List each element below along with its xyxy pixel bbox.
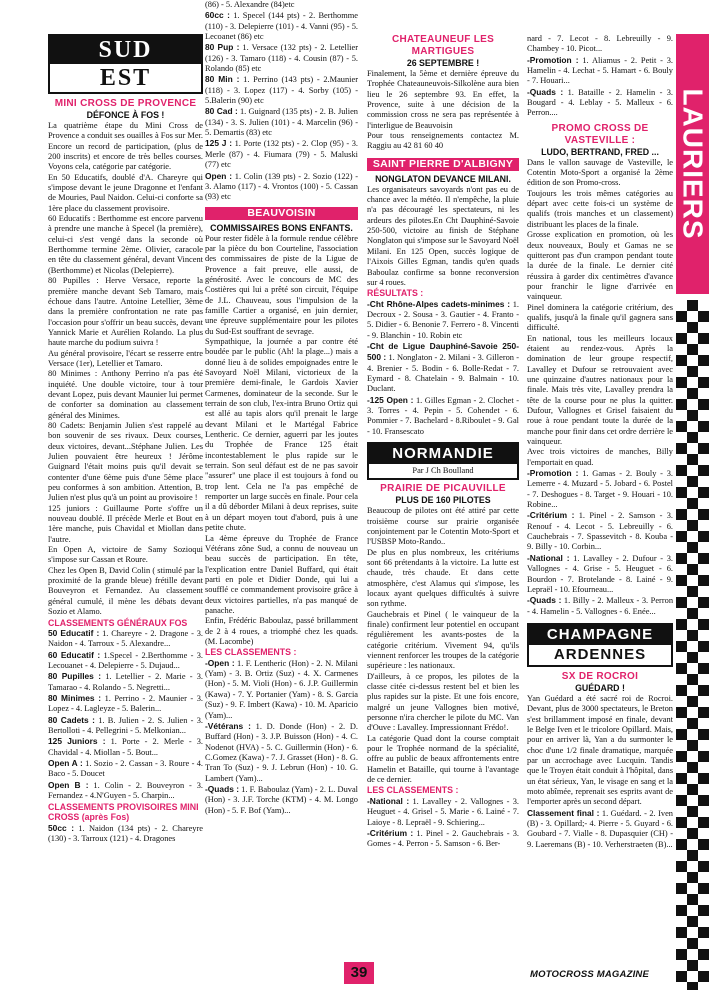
result-category: -National : xyxy=(367,795,410,806)
article-title: PRAIRIE DE PICAUVILLE xyxy=(380,483,506,495)
result-category: Open A : xyxy=(48,758,83,769)
result-values: 1. Gamas - 2. Bouly - 3. Lemerre - 4. Muzard - 5. Jobard - 6. Postel - 7. Deshogues - 8. Target - 9. Houari - 10. Robine... xyxy=(527,469,673,510)
result-values: 1. Nonglaton - 2. Milani - 3. Gilleron - 4. Brenier - 5. Bodin - 6. Bolle-Redat - 7. Eymard - 8. Chatelain - 9. Balmain - 10. Duclant. xyxy=(367,353,519,394)
paragraph: Chez les Open B, David Colin ( stimulé par la proximité de la grande bleue) frétille devant Bouveyron et Fernandez. Au classement général cumulé, il mène les débats devant Sozio et Alamo. xyxy=(48,565,203,617)
result-line xyxy=(527,55,673,87)
result-values: (86) - 5. Alexandre (84)etc xyxy=(205,0,295,9)
results-list xyxy=(367,299,519,437)
results-list xyxy=(527,468,673,617)
paragraph: 125 juniors : Guillaume Porte s'offre un nouveau doublé. Il précède Merle et Bout en 1ère manche, puis Chavidal et Miollan dans l'autre. xyxy=(48,503,203,544)
region-banner-line2: EST xyxy=(50,64,201,92)
result-line xyxy=(527,595,673,617)
result-line xyxy=(48,628,203,650)
byline: Par J Ch Boulland xyxy=(412,466,474,476)
result-values: 1. Perrino (143 pts) - 2.Maunier (118) - 3. Lopez (117) - 4. Sorby (105) - 5.Balerin (90) etc xyxy=(205,75,358,106)
result-values: 1. Pinel - 2. Gauchebrais - 3. Gomes - 4. Perron - 5. Samson - 6. Ber- xyxy=(367,828,519,849)
result-category: Open : xyxy=(205,170,233,181)
result-line xyxy=(48,780,203,802)
result-values: 1. F. Lentheric (Hon) - 2. N. Milani (Yam) - 3. B. Ortiz (Suz) - 4. X. Carmenes (Hon) - 5. M. Violi (Hon) - 6. J.P. Guillermin (Kawa) - 7. Y. Portanier (Yam) - 8. S. Garcia (Suz) - 9. F. Imbert (Kawa) - 10. M. Aparicio (Yam)... xyxy=(205,658,358,720)
result-values: 1. Specel (144 pts) - 2. Berthomme (110) - 3. Delepierre (101) - 4. Vanni (95) - 5. Lecoanet (86) etc xyxy=(205,11,358,42)
article-body xyxy=(367,185,519,288)
result-category: -125 Open : xyxy=(367,394,414,405)
article-title: CHATEAUNEUF LES MARTIGUES xyxy=(391,34,495,57)
paragraph: Au général provisoire, l'écart se resserre entre Versace (1er), Letellier et Tamaro. xyxy=(48,348,203,368)
result-values: 1. Gilles Egman - 2. Clochet - 3. Torres - 4. Pepin - 5. Cohendet - 6. Pommier - 7. Bachelard - 8.Riboulet - 9. Gal - 10. Fransescato xyxy=(367,395,519,436)
result-values: 1. Lavalley - 2. Dufour - 3. Vallognes - 4. Grise - 5. Heuguet - 6. Bourdon - 7. Brotelande - 8. Lainé - 9. Lepraël - 10. Efourneau... xyxy=(527,553,673,594)
article-body xyxy=(205,234,358,648)
result-values: 1. Pinel - 2. Samson - 3. Renouf - 4. Lecot - 5. Lebreuilly - 6. Cauchebrais - 7. Spassevitch - 8. Kouba - 9. Billy - 10. Corbin... xyxy=(527,511,673,552)
result-category: -Quads : xyxy=(527,86,564,97)
result-values: 1. Versace (132 pts) - 2. Letellier (126) - 3. Tamaro (118) - 4. Cousin (87) - 5. Rolando (85) etc xyxy=(205,43,358,74)
result-line xyxy=(527,808,673,850)
result-values: 1. Colin (139 pts) - 2. Sozio (122) - 3. Alamo (117) - 4. Vrontos (100) - 5. Cassan (93) etc xyxy=(205,171,358,202)
paragraph: 80 Cadets: Benjamin Julien s'est rappelé au bon souvenir de ses rivaux. Deux courses, deux victoires, devant...Stéphane Julien. Les Julien pouvaient être heureux ! Jérôme Guignard l'était moins puis qu'il devait se contenter d'une 6ème puis d'une 5ème place peu conformes à son ambition. Attention, B. Julien n'est plus qu'à un point au provisoire ! xyxy=(48,420,203,503)
paragraph: Pour tous renseignements contactez M. Raggiu au 42 81 60 40 xyxy=(367,131,519,151)
paragraph: La catégorie Quad dont la course comptait pour le Trophée normand de la spécialité, offre au public de beaux affrontements entre Hamelin et Bataille, qui tourne à l'avantage de ce dernier. xyxy=(367,733,519,785)
paragraph: Pinel dominera la catégorie critérium, des qualifs, jusqu'à la finale qu'il gagnera sans difficulté. xyxy=(527,302,673,333)
result-line xyxy=(205,658,358,721)
result-line xyxy=(205,138,358,170)
result-line xyxy=(48,758,203,780)
article-subtitle: DÉFONCE À FOS ! xyxy=(86,110,165,120)
article-subtitle: NONGLATON DEVANCE MILANI. xyxy=(375,173,511,184)
result-values: nard - 7. Lecot - 8. Lebreuilly - 9. Chambey - 10. Picot... xyxy=(527,34,673,54)
result-line xyxy=(367,341,519,395)
result-line xyxy=(205,10,358,42)
result-values: 1. F. Baboulaz (Yam) - 2. L. Duval (Hon) - 3. J.F. Torche (KTM) - 4. M. Longo (Hon) - 5. F. Bof (Yam)... xyxy=(205,784,358,815)
paragraph: En 50 Educatifs, doublé d'A. Chareyre qui s'impose devant le jeune Dragonne et l'enfant de Mouries, Paul Naidon. Celui-ci conforte sa 1ère place du classement provisoire. xyxy=(48,172,203,213)
result-values: 1. Perrino - 2. Maunier - 3. Lopez - 4. Lagleyze - 5. Balerin... xyxy=(48,694,203,714)
paragraph: La 4ème épreuve du Trophée de France Vétérans zône Sud, a connu de nouveau un beau succès de participation. En tête, l'explication entre Daniel Buffard, qui était parti en pole et Didier Donde, qui lui a soufflé ce commandement provisoire grâce à deux victoires partielles, n'a pas manqué de panache. xyxy=(205,533,358,615)
region-banner-title: NORMANDIE xyxy=(369,444,517,464)
result-category: -Promotion : xyxy=(527,54,579,65)
result-category: -Vétérans : xyxy=(205,720,251,731)
results-list xyxy=(48,823,203,845)
paragraph: De plus en plus nombreux, les critériums sont 66 prétendants à la victoire. La lutte est chaude, très chaude. Et dans cette atmosphère, c'est Alamus qui s'impose, les locaux ayant quelques difficultés à suivre son rythme. xyxy=(367,547,519,609)
result-line xyxy=(205,784,358,816)
result-category: 125 J : xyxy=(205,138,233,149)
result-line xyxy=(527,510,673,552)
result-line xyxy=(48,736,203,758)
column-3 xyxy=(367,0,519,958)
paragraph: Beaucoup de pilotes ont été attiré par cette troisième course sur prairie organisée conjointement par le Cotentin Moto-Sport et l'USBSP Moto-Rando.. xyxy=(367,506,519,547)
result-line xyxy=(527,553,673,595)
column-1 xyxy=(48,0,203,958)
result-line xyxy=(205,42,358,74)
article-subtitle: COMMISSAIRES BONS ENFANTS. xyxy=(210,222,353,233)
side-tab-text: LAURIERS xyxy=(677,88,709,240)
result-line xyxy=(367,828,519,850)
article-banner-beauvoisin: BEAUVOISIN xyxy=(205,207,358,220)
result-category: -Open : xyxy=(205,657,235,668)
paragraph: Finalement, la 5ème et dernière épreuve du Trophée Chateauneuvois-Silkolène aura bien lieu le 26 septembre 93. En effet, la Provence, suite à une décision de la commission cross ne sera pas représentée à l'interligue de Beauvoisin xyxy=(367,69,519,130)
results-list xyxy=(527,808,673,850)
page-number: 39 xyxy=(344,962,374,984)
paragraph: Enfin, Frédéric Baboulaz, passé brillamment de 2 à 4 roues, a triomphé chez les quads. (M. Lacombe) xyxy=(205,616,358,646)
article-subtitle: LUDO, BERTRAND, FRED ... xyxy=(541,146,659,157)
section-heading: CLASSEMENTS PROVISOIRES MINI CROSS (après Fos) xyxy=(48,801,199,822)
result-values: 1. Bataille - 2. Hamelin - 3. Bougard - 4. Leblay - 5. Malleux - 6. Perron.... xyxy=(527,87,673,118)
result-category: -Critérium : xyxy=(367,827,414,838)
result-values: 1. Guignard (135 pts) - 2. B. Julien (134) - 3. S. Julien (101) - 4. Marcelin (96) - 5. Demartis (83) etc xyxy=(205,107,358,138)
result-category: 60 Educatif : xyxy=(48,649,101,660)
article-title: PROMO CROSS DE VASTEVILLE : xyxy=(551,122,649,146)
side-tab-label xyxy=(676,34,709,294)
article-title: SX DE ROCROI xyxy=(561,670,639,682)
paragraph: Toujours les trois mêmes catégories au départ avec cette fois-ci un système de qualifs (trois manches et un classement) distribuant les places de la finale. xyxy=(527,188,673,229)
column-4 xyxy=(527,0,673,958)
article-subtitle: 26 SEPTEMBRE ! xyxy=(406,58,480,68)
results-list xyxy=(205,0,358,203)
results-list xyxy=(205,658,358,816)
result-values: 1. Sozio - 2. Cassan - 3. Roure - 4. Baco - 5. Doucet xyxy=(48,759,203,779)
magazine-name: MOTOCROSS MAGAZINE xyxy=(530,969,650,980)
result-values: 1. B. Julien - 2. S. Julien - 3. Bertolloti - 4. Pellegrini - 5. Melkonian... xyxy=(48,715,203,736)
region-banner-line2: ARDENNES xyxy=(529,645,671,665)
article-body xyxy=(48,121,203,618)
result-category: 80 Cadets : xyxy=(48,714,95,725)
result-values: 1. Porte - 2. Merle - 3. Chavidal - 4. Miollan - 5. Bout... xyxy=(48,737,203,757)
result-line xyxy=(527,34,673,55)
result-values: 1. Colin - 2. Bouveyron - 3. Fernandez - 4.N'Guyen - 5. Charpin... xyxy=(48,780,203,801)
result-category: -Quads : xyxy=(527,595,562,606)
result-line xyxy=(205,721,358,784)
article-subtitle: PLUS DE 160 PILOTES xyxy=(395,495,491,506)
result-values: 1. Aliamus - 2. Petit - 3. Hamelin - 4. Lechat - 5. Hamart - 6. Bouly - 7. Houari... xyxy=(527,55,673,86)
result-line xyxy=(48,823,203,845)
result-line xyxy=(527,87,673,119)
results-list xyxy=(527,34,673,119)
paragraph: En Open A, victoire de Samy Sozioqui s'impose sur Cassan et Roure. xyxy=(48,545,203,565)
region-banner-line1: CHAMPAGNE xyxy=(529,625,671,645)
paragraph: D'ailleurs, à ce propos, les pilotes de la classe citée ci-dessus restent bel et bien les plus rapides sur la piste. Et une fois encore, malgré un jeune Vallognes bien motivé, personne n'ira chercher le pilote du MC. Van d'Ouve : Lavalley. Impressionnant Frédo!. xyxy=(367,671,519,733)
paragraph: 80 Minimes : Anthony Perrino n'a pas été inquiété. Une double victoire, tour à tour devant Lopez, puis devant Maunier lui permet de conforter sa domination au classement général des Minimes. xyxy=(48,369,203,420)
result-category: 80 Pupilles : xyxy=(48,671,102,682)
article-body xyxy=(527,694,673,808)
result-category: -Promotion : xyxy=(527,468,579,479)
region-banner-normandie xyxy=(367,442,519,480)
result-category: Classement final : xyxy=(527,807,600,818)
result-category: 80 Cad : xyxy=(205,106,238,117)
paragraph: La quatrième étape du Mini Cross de Provence a conduit ses ouailles à Fos sur Mer. Encore un record de participation, (plus de 200 inscrits) et encore de très belles courses. Voyons cela, catégorie par catégorie. xyxy=(48,121,203,172)
article-body xyxy=(527,158,673,468)
result-category: 50 Educatif : xyxy=(48,628,100,638)
result-category: -National : xyxy=(527,552,570,563)
result-values: 1. D. Donde (Hon) - 2. D. Buffard (Hon) - 3. J.P. Buisson (Hon) - 4. C. Nodenot (HVA) - 5. C. Guillermin (Hon) - 6. C.Gomez (Kawa) - 7. J. Grasset (Hon) - 8. G. Tran To (Suz) - 9. J. Lebrun (Hon) - 10. G. Lambert (Yam)... xyxy=(205,721,358,783)
region-banner-champagne-ardennes xyxy=(527,623,673,667)
checkered-flag-pattern xyxy=(676,300,709,990)
result-line xyxy=(205,74,358,106)
article-body xyxy=(367,506,519,785)
column-2 xyxy=(205,0,358,958)
result-category: 80 Minimes : xyxy=(48,693,102,704)
result-category: -Cht Rhône-Alpes cadets-minimes : xyxy=(367,298,511,309)
result-category: 50cc : xyxy=(48,822,74,833)
result-values: 1. Decroux - 2. Sousa - 3. Gautier - 4. Franto - 5. Didier - 6. Benonie 7. Ferrero - 8. Vincenti - 9. Blanchin - 10. Robin etc xyxy=(367,299,519,340)
result-category: -Quads : xyxy=(205,783,240,794)
result-values: 1.Specel - 2.Berthomme - 3. Lecouanet - 4. Delepierre - 5. Dujaud... xyxy=(48,650,203,671)
result-values: 1. Guédard. - 2. Iven (B) - 3. Opillard;- 4. Pierre - 5. Guyard - 6. Goubard - 7. Vialle - 8. Dupasquier (CH) - 9. Laeremans (B) - 10. Verherstraeten (B)... xyxy=(527,808,673,849)
results-list xyxy=(48,628,203,802)
paragraph: Avec trois victoires de manches, Billy l'emportait en quad. xyxy=(527,447,673,467)
result-category: 80 Min : xyxy=(205,74,240,85)
result-line xyxy=(48,671,203,693)
result-line xyxy=(527,468,673,510)
article-body xyxy=(367,69,519,152)
paragraph: Yan Guédard a été sacré roi de Rocroi. Devant, plus de 3000 spectateurs, le Breton s'est brillamment imposé en finale, devant le Belge Iven et le tricolore Opillard. Mais, pour en arriver là, Yan a du surmonter le choc d'une 1/2 finale dramatique, marquée par un accrochage avec Lucquin. Tandis que le Troyen était conduit à l'hôpital, dans un état sérieux, Yan, le visage en sang et la moto abîmée, reprenait ses esprits avant de l'emporter après un second départ. xyxy=(527,693,673,807)
result-values: 1. Billy - 2. Malleux - 3. Perron - 4. Hamelin - 5. Vallognes - 6. Enée... xyxy=(527,596,673,616)
results-list xyxy=(367,796,519,850)
section-heading: CLASSEMENTS GÉNÉRAUX FOS xyxy=(48,617,188,628)
paragraph: Grosse explication en promotion, où les deux nouveaux, Bouly et Gamas ne se quitteront pas d'un crampon pendant toute la durée de la finale. Le dernier cité réussira à garder dix centimètres d'avance pour franchir le ligne d'arrivée en vainqueur. xyxy=(527,230,673,302)
paragraph: Pour rester fidèle à la formule rendue célèbre par la pièce du bon Courteline, l'association des commissaires de piste de la Ligue de Provence a fait preuve, elle aussi, de générosité. Avec le concours de MC des Costières qui lui a prêté son circuit, l'équipe de J.L. Chauveau, sous l'impulsion de la famille Cartier a organisé, en juin dernier, une épreuve supplémentaire pour les pilotes du Sud-Est souffrant de sevrage. xyxy=(205,233,358,336)
result-line xyxy=(48,650,203,672)
paragraph: Sympathique, la journée a par contre été boudée par le public (Ah! la plage...) mais a donné lieu à de solides empoignades entre le Savoyard Noël Milani, victorieux de la première demi-finale, le Gardois Xavier Carmenes, dominateur de la seconde. Sur le terrain de son club, l'ex-intra Bruno Ortiz qui est allé au tapis alors qu'il prenait le large devant Milani et le Martégal Fabrice Lentheric. Ce dernier, aguerri par les joutes du Trophée de France 125 était incontestablement le plus rapide sur le terrain. Son seul défaut est de ne pas savoir "assurer" une place il est toujours à fond ou trop lent. Cela ne l'a pas empêché de remporter un large succès en finale. Pour cela il a dû déborder Milani à deux reprises, suite à un départ moyen tout d'abord, puis à une petite chute. xyxy=(205,336,358,533)
result-line xyxy=(205,106,358,138)
result-category: 80 Pup : xyxy=(205,42,240,53)
region-banner-line1: SUD xyxy=(50,36,201,64)
result-line xyxy=(205,171,358,203)
paragraph: 60 Educatifs : Berthomme est encore parvenu à prendre une manche à Specel (la première), celui-ci s'est vengé dans la seconde où Berthomme termine 2ème. Olivier, caracole en tête du classement général, devant Vincent (Berthomme) et Nicolas (Delepierre). xyxy=(48,214,203,275)
section-heading: RÉSULTATS : xyxy=(367,288,424,299)
paragraph: Gauchebrais et Pinel ( le vainqueur de la finale) confirment leur potentiel en occupant régulièrement les avants-postes de la catégorie critérium. Vivement 94, qu'ils viennent renforcer les troupes de la catégorie supérieure : les nationaux. xyxy=(367,609,519,671)
result-line xyxy=(367,395,519,437)
result-category: Open B : xyxy=(48,779,89,790)
result-line xyxy=(367,796,519,828)
result-category: -Critérium : xyxy=(527,510,575,521)
result-category: -Cht de Ligue Dauphiné-Savoie 250-500 : xyxy=(367,341,519,363)
article-subtitle: GUÉDARD ! xyxy=(575,682,625,693)
result-line xyxy=(367,299,519,341)
article-title: MINI CROSS DE PROVENCE xyxy=(54,98,197,109)
section-heading: LES CLASSEMENTS : xyxy=(205,647,297,658)
paragraph: Les organisateurs savoyards n'ont pas eu de chance avec la météo. Il n'empêche, la pluie n'a pas découragé les spectateurs, ni les ardeurs des pilotes.En Cht Dauphiné-Savoie 250-500, victoire au finish de Stéphane Nonglaton qui s'impose sur le Savoyard Noël Milani. En 125 Open, succès logique de l'Aixois Gilles Egman, tandis qu'en quads Baboulaz confirme sa bonne reconversion sur 4 roues. xyxy=(367,184,519,287)
result-values: 1. Lavalley - 2. Vallognes - 3. Heuguet - 4. Grisel - 5. Marie - 6. Lainé - 7. Laioye - 8. Lepraël - 9. Schiering... xyxy=(367,796,519,827)
article-banner-saint-pierre: SAINT PIERRE D'ALBIGNY xyxy=(367,158,519,171)
section-heading: LES CLASSEMENTS : xyxy=(367,785,459,796)
paragraph: En national, tous les meilleurs locaux étaient au rendez-vous. Après la domination de leur groupe respectif, Lavalley et Dufour se retrouvaient avec une quinzaine d'autres nationaux pour la finale. Mais très vite, Lavalley prendra la tête de la course pour ne plus la quitter. Dufour, Vallognes et Grisel faisaient du roue à roue pendant toute la durée de la manche pour finir dans cet ordre derrière le vainqueur. xyxy=(527,333,673,447)
result-line xyxy=(48,693,203,715)
result-values: 1. Chareyre - 2. Dragone - 3. Naidon - 4. Tarroux - 5. Alexandre... xyxy=(48,629,203,649)
result-values: 1. Letellier - 2. Marie - 3. Tamarao - 4. Rolando - 5. Negretti... xyxy=(48,672,203,692)
paragraph: Dans le vallon sauvage de Vasteville, le Cotentin Moto-Sport a organisé la 2ème édition de son Promo-cross. xyxy=(527,157,673,188)
result-category: 60cc : xyxy=(205,10,230,21)
result-line xyxy=(205,0,358,10)
paragraph: 80 Pupilles : Herve Versace, reporte la première manche devant Seb Tamaro, mais échoue dans l'autre. Antoine Letellier, 3ème dans la première confrontation ne rate pas l'occasion pour s'offrir un beau succès, devant Yannick Marie et Aurélien Rolando. La plus haute marche du podium suivra ! xyxy=(48,276,203,348)
result-values: 1. Naidon (134 pts) - 2. Chareyre (130) - 3. Tarroux (121) - 4. Dragones xyxy=(48,823,203,843)
region-banner-sud-est xyxy=(48,34,203,94)
result-category: 125 Juniors : xyxy=(48,736,106,747)
result-line xyxy=(48,715,203,737)
result-values: 1. Porte (132 pts) - 2. Clop (95) - 3. Merle (87) - 4. Fiumara (79) - 5. Maluski (77) etc xyxy=(205,139,358,170)
